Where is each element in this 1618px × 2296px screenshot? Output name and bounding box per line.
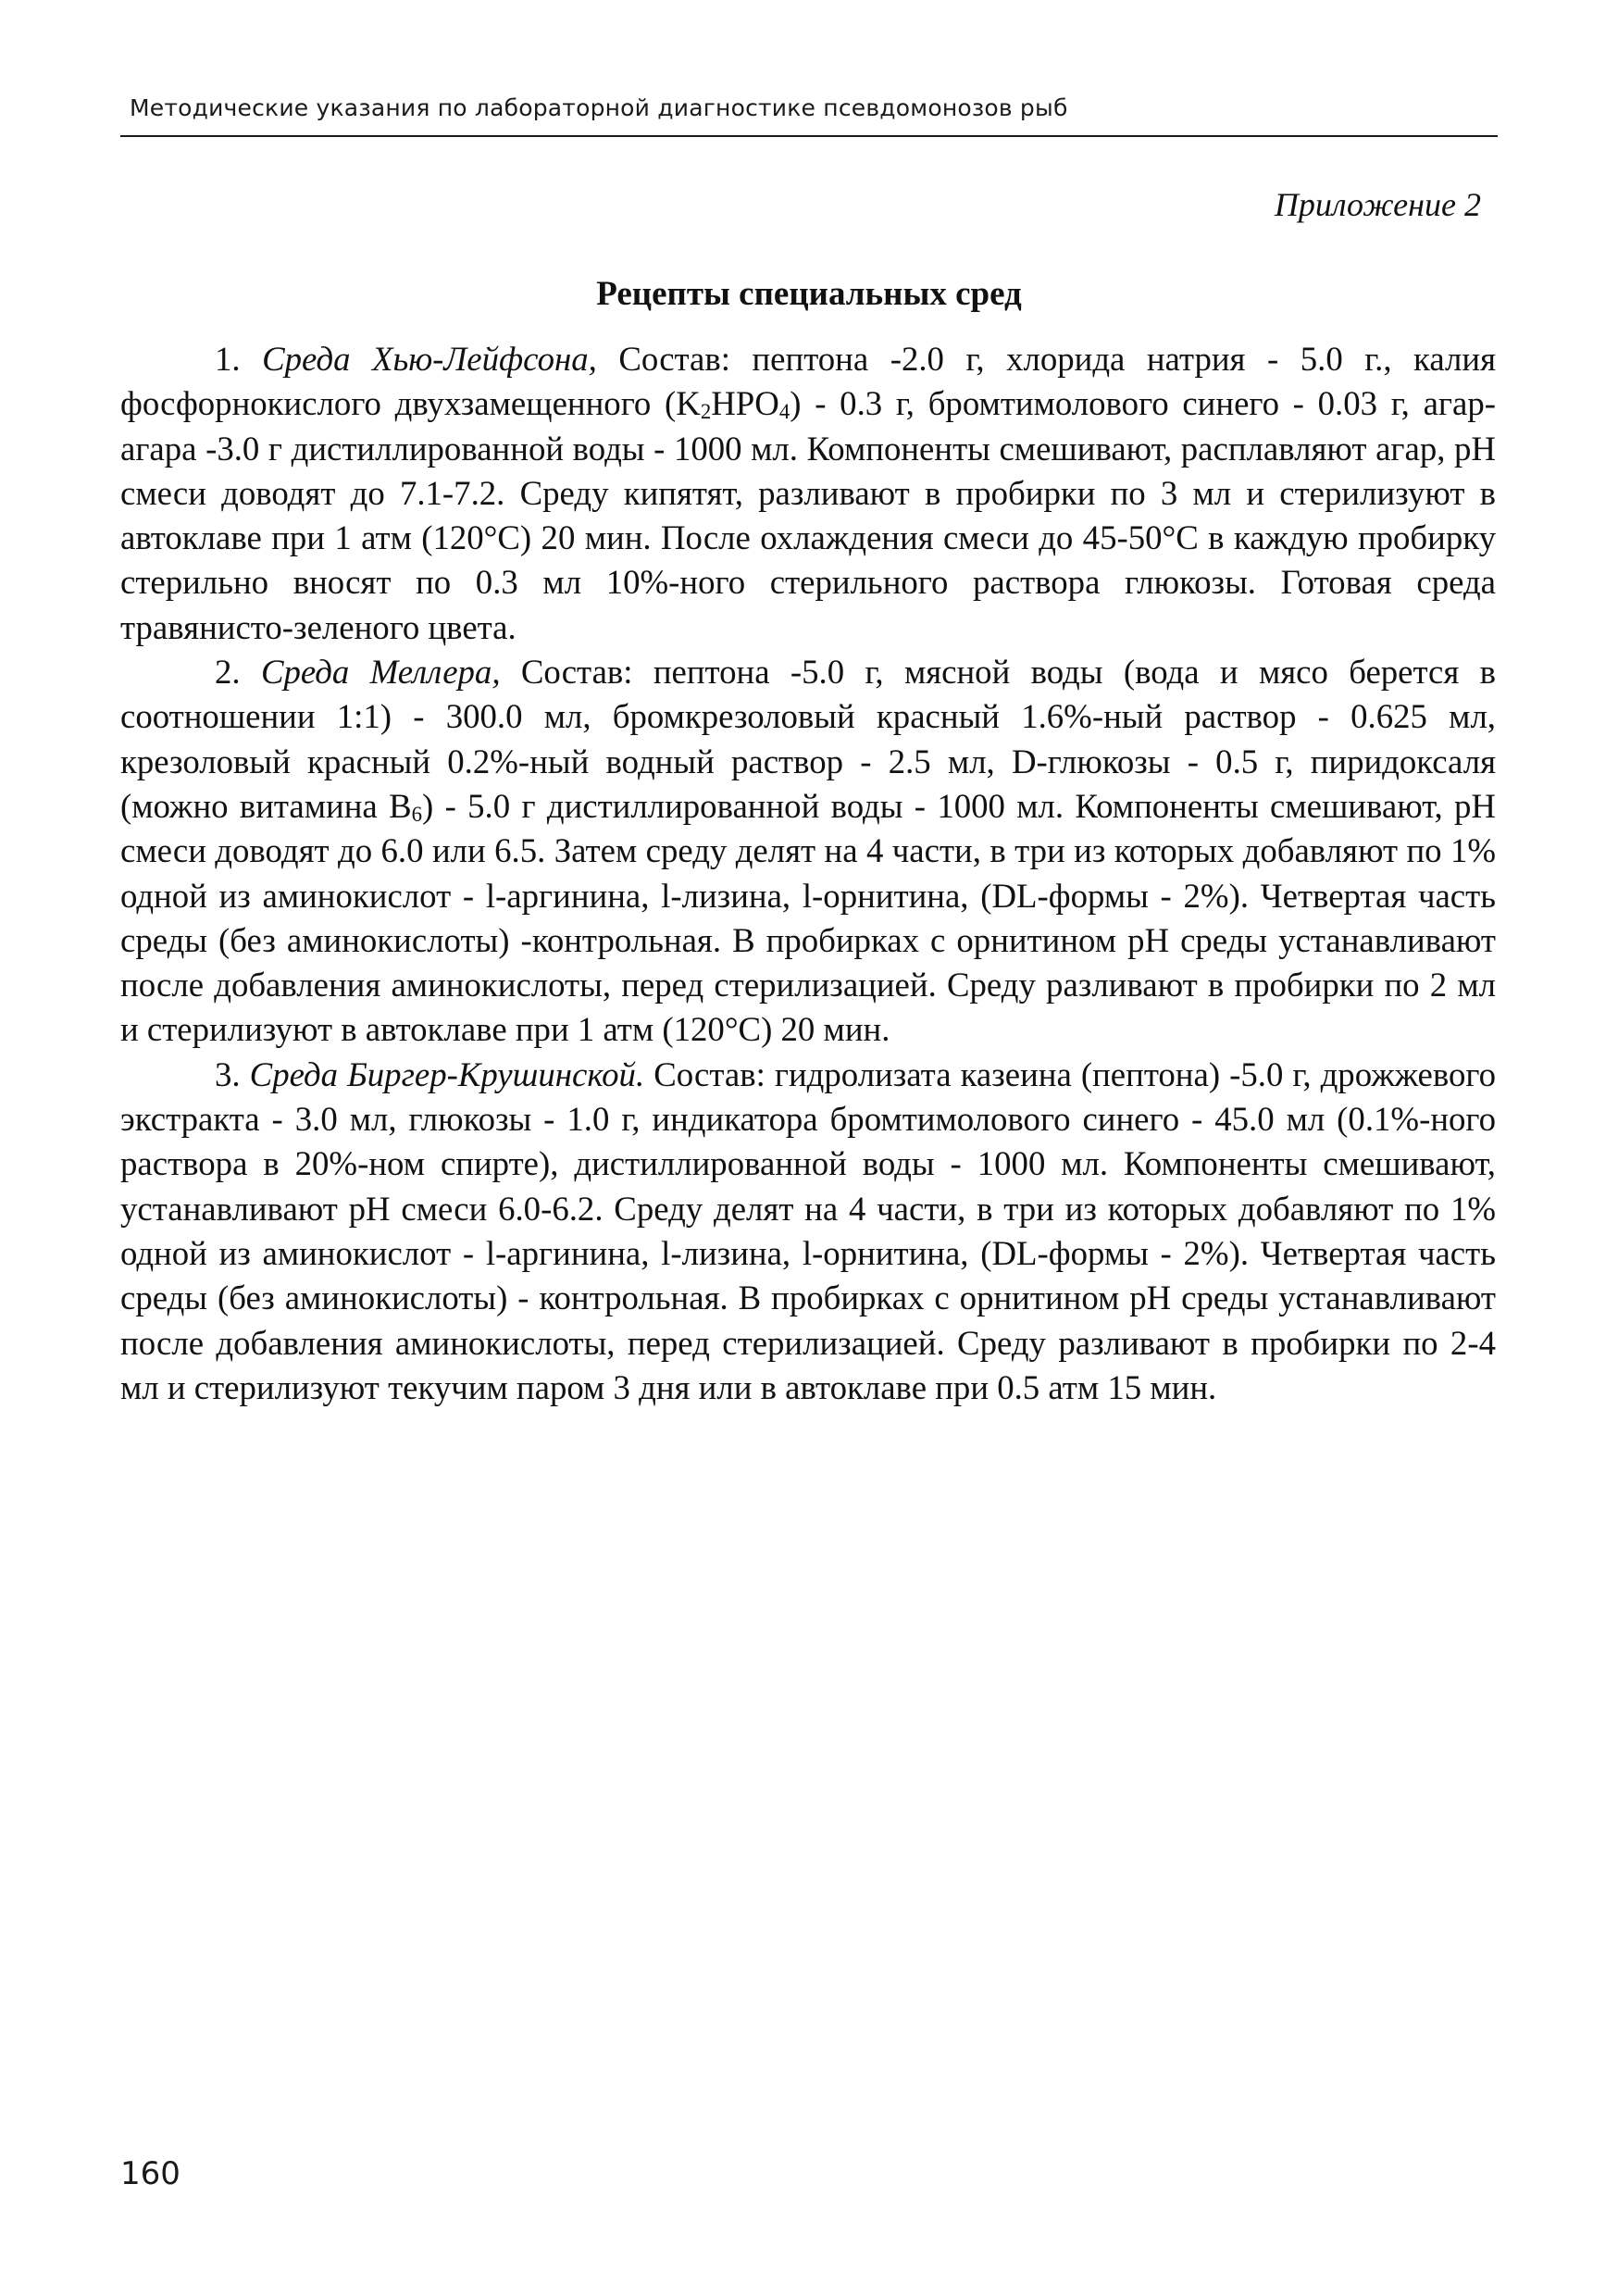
- recipe-text: Состав: пептона -5.0 г, мясной воды (вода и мясо берется в соотношении 1:1) - 300.0 мл, бромкрезоловый красный 1.6%-ный раствор - 0.625 мл, крезоловый красный 0.2%-ный водный раствор - 2.5 мл, D-глюкозы - 0.5 г, пиридоксаля (можно витамина B: [120, 653, 1497, 825]
- subscript: 2: [700, 400, 712, 424]
- page-number: 160: [120, 2155, 180, 2192]
- recipe-name: Среда Хью-Лейфсона,: [262, 340, 597, 378]
- recipe-text: Состав: гидролизата казеина (пептона) -5.0 г, дрожжевого экстракта - 3.0 мл, глюкозы - 1.0 г, индикатора бромтимолового синего - 45.0 мл (0.1%-ного раствора в 20%-ном спирте), дистиллированной воды - 1000 мл. Компоненты смешивают, устанавливают pH смеси 6.0-6.2. Среду делят на 4 части, в три из которых добавляют по 1% одной из аминокислот - l-аргинина, l-лизина, l-орнитина, (DL-формы - 2%). Четвертая часть среды (без аминокислоты) - контрольная. В пробирках с орнитином pH среды устанавливают после добавления аминокислоты, перед стерилизацией. Среду разливают в пробирки по 2-4 мл и стерилизуют текучим паром 3 дня или в автоклаве при 0.5 атм 15 мин.: [120, 1054, 1496, 1406]
- recipe-text: ) - 5.0 г дистиллированной воды - 1000 мл. Компоненты смешивают, pH смеси доводят до 6.0 или 6.5. Затем среду делят на 4 части, в три из которых добавляют по 1% одной из аминокислот - l-аргинина, l-лизина, l-орнитина, (DL-формы - 2%). Четвертая часть среды (без аминокислоты) -контрольная. В пробирках с орнитином pH среды устанавливают после добавления аминокислоты, перед стерилизацией. Среду разливают в пробирки по 2 мл и стерилизуют в автоклаве при 1 атм (120°C) 20 мин.: [120, 786, 1496, 1049]
- recipe-number: 3.: [215, 1054, 241, 1093]
- section-title: Рецепты специальных сред: [596, 275, 1022, 313]
- appendix-label: Приложение 2: [1274, 186, 1481, 223]
- recipe-number: 2.: [215, 653, 241, 692]
- subscript: 4: [778, 400, 790, 424]
- recipe-text: ) - 0.3 г, бромтимолового синего - 0.03 г, агар-агара -3.0 г дистиллированной воды - 1000 мл. Компоненты смешивают, расплавляют агар, pH смеси доводят до 7.1-7.2. Среду кипятят, разливают в пробирки по 3 мл и стерилизуют в автоклаве при 1 атм (120°C) 20 мин. После охлаждения смеси до 45-50°C в каждую пробирку стерильно вносят по 0.3 мл 10%-ного стерильного раствора глюкозы. Готовая среда травянисто-зеленого цвета.: [120, 384, 1496, 646]
- recipe-text: Состав: пептона -2.0 г, хлорида натрия - 5.0 г., калия фосфорнокислого двухзамещенного (K: [120, 340, 1496, 423]
- running-header: Методические указания по лабораторной диагностике псевдомонозов рыб: [130, 94, 1068, 121]
- recipe-number: 1.: [215, 340, 241, 378]
- body-text: [120, 337, 1496, 1410]
- recipe-paragraph-1: [120, 337, 1496, 650]
- recipe-paragraph-3: [120, 1053, 1496, 1410]
- recipe-text: HPO: [711, 384, 779, 423]
- recipe-name: Среда Биргер-Крушинской.: [249, 1054, 645, 1093]
- subscript: 6: [411, 803, 423, 827]
- recipe-name: Среда Меллера,: [260, 653, 501, 692]
- recipe-paragraph-2: [120, 650, 1496, 1053]
- header-rule: [120, 135, 1498, 137]
